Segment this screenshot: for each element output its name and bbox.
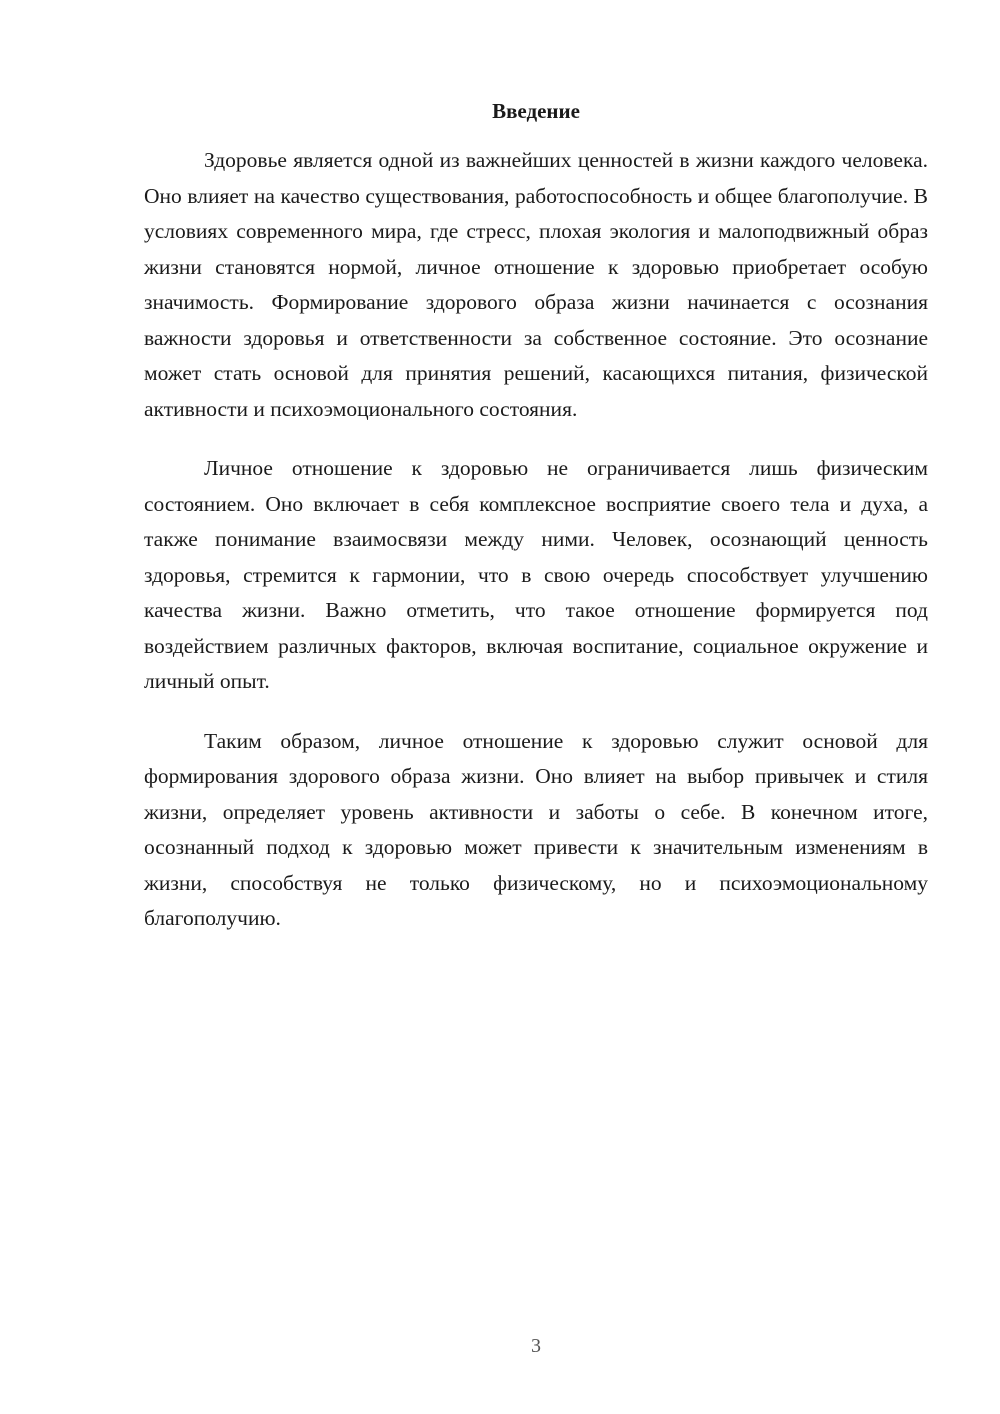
paragraph-3: Таким образом, личное отношение к здоровью служит основой для формирования здорового образа жизни. Оно влияет на выбор привычек и стиля жизни, определяет уровень активности и заботы о себе. В конечном итоге, осознанный подход к здоровью может привести к значительным изменениям в жизни, способствуя не только физическому, но и психоэмоциональному благополучию. [144, 728, 928, 930]
document-body [144, 143, 928, 961]
page-title: Введение [492, 99, 580, 123]
page-number: 3 [531, 1335, 541, 1357]
paragraph-2: Личное отношение к здоровью не ограничивается лишь физическим состоянием. Оно включает в себя комплексное восприятие своего тела и духа, а также понимание взаимосвязи между ними. Человек, осознающий ценность здоровья, стремится к гармонии, что в свою очередь способствует улучшению качества жизни. Важно отметить, что такое отношение формируется под воздействием различных факторов, включая воспитание, социальное окружение и личный опыт. [144, 456, 928, 693]
paragraph-1: Здоровье является одной из важнейших ценностей в жизни каждого человека. Оно влияет на качество существования, работоспособность и общее благополучие. В условиях современного мира, где стресс, плохая экология и малоподвижный образ жизни становятся нормой, личное отношение к здоровью приобретает особую значимость. Формирование здорового образа жизни начинается с осознания важности здоровья и ответственности за собственное состояние. Это осознание может стать основой для принятия решений, касающихся питания, физической активности и психоэмоционального состояния. [144, 148, 928, 421]
